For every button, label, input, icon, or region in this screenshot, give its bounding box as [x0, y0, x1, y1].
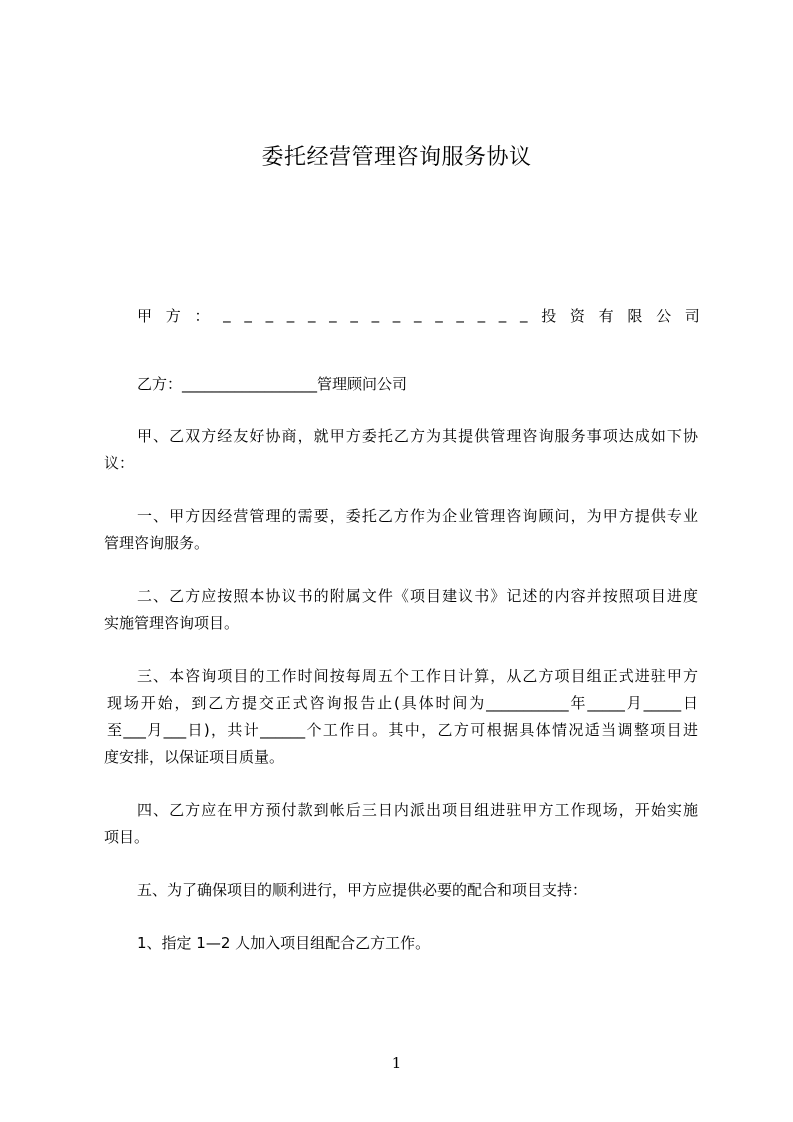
party-a-char: _	[223, 305, 231, 323]
clause-2-line-1: 二、乙方应按照本协议书的附属文件《项目建议书》记述的内容并按照项目进度	[137, 587, 698, 605]
party-a-char: _	[371, 305, 380, 323]
clause-4-line-1: 四、乙方应在甲方预付款到帐后三日内派出项目组进驻甲方工作现场，开始实施	[137, 801, 698, 819]
party-a-char: _	[477, 305, 486, 323]
clause-3-line-3: 至___月___日)，共计______个工作日。其中，乙方可根据具体情况适当调整项目进	[107, 721, 698, 739]
party-a-char: _	[350, 305, 358, 323]
party-a-char: _	[392, 305, 401, 323]
intro-paragraph-line-2: 议：	[104, 454, 135, 472]
party-a-char: 投	[541, 307, 557, 325]
party-a-char: _	[498, 305, 507, 323]
party-a-char: _	[413, 305, 422, 323]
clause-1-line-2: 管理咨询服务。	[104, 534, 210, 552]
party-a-char: _	[329, 305, 337, 323]
party-a-char: 司	[684, 307, 700, 325]
intro-paragraph-line-1: 甲、乙双方经友好协商，就甲方委托乙方为其提供管理咨询服务事项达成如下协	[137, 427, 698, 445]
party-a-char: _	[265, 305, 274, 323]
clause-1-line-1: 一、甲方因经营管理的需要，委托乙方作为企业管理咨询顾问，为甲方提供专业	[137, 507, 698, 525]
party-b-line: 乙方：__________________管理顾问公司	[137, 375, 408, 393]
party-a-char: _	[307, 305, 316, 323]
party-a-char: 公	[656, 307, 672, 325]
party-a-char: _	[435, 305, 443, 323]
clause-3-line-1: 三、本咨询项目的工作时间按每周五个工作日计算，从乙方项目组正式进驻甲方	[137, 667, 698, 685]
party-a-char: 资	[569, 307, 585, 325]
document-title: 委托经营管理咨询服务协议	[261, 145, 532, 170]
party-a-char: 有	[598, 307, 614, 325]
page-number: 1	[391, 1054, 402, 1072]
party-a-char: _	[286, 305, 295, 323]
clause-3-line-2: 现场开始，到乙方提交正式咨询报告止(具体时间为___________年_____月_____日	[107, 694, 698, 712]
party-a-char: _	[520, 305, 528, 323]
party-a-line	[137, 305, 700, 326]
party-a-char: _	[244, 305, 252, 323]
clause-2-line-2: 实施管理咨询项目。	[104, 614, 240, 632]
party-a-char: 甲	[137, 307, 153, 325]
party-a-char: 方	[165, 307, 181, 325]
clause-5-line-1: 五、为了确保项目的顺利进行，甲方应提供必要的配合和项目支持：	[137, 881, 588, 899]
clause-3-line-4: 度安排，以保证项目质量。	[104, 748, 285, 766]
party-a-char: 限	[627, 307, 643, 325]
party-a-char: _	[456, 305, 464, 323]
party-a-char: ：	[194, 307, 210, 325]
sub-clause-1-line-1: 1、指定 1—2 人加入项目组配合乙方工作。	[137, 934, 431, 952]
clause-4-line-2: 项目。	[104, 828, 150, 846]
